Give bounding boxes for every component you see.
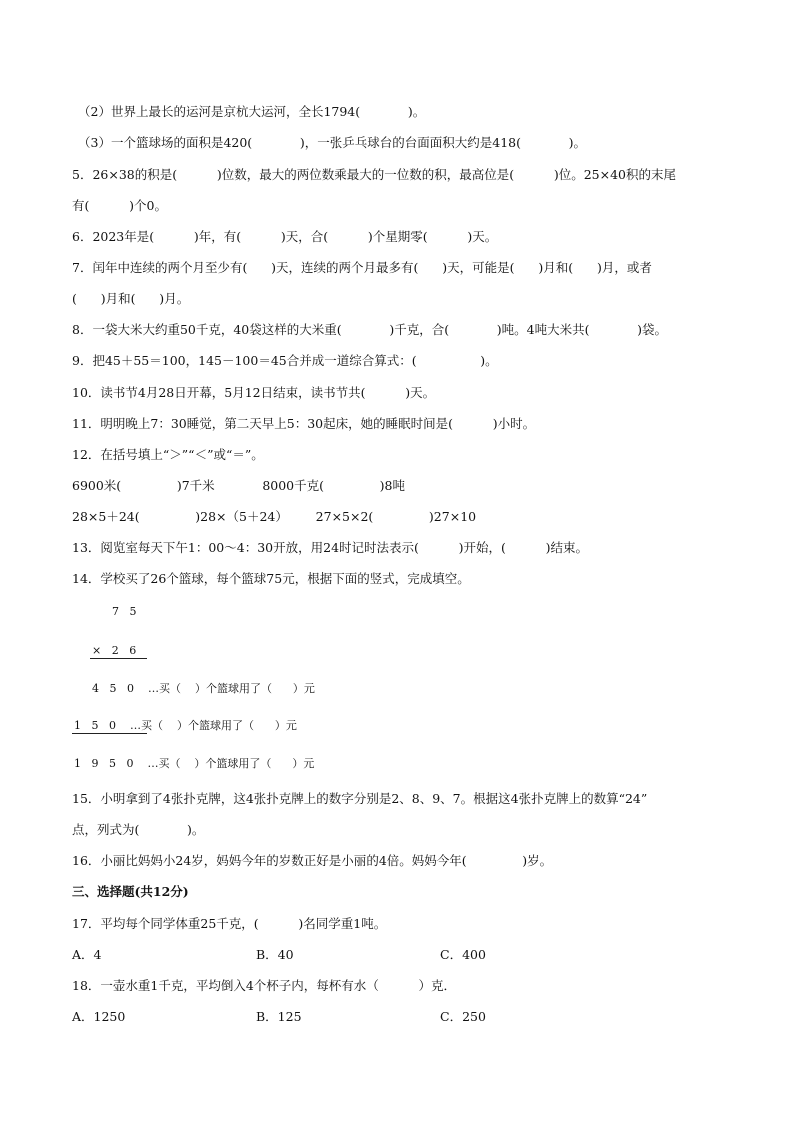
- question-16: 16．小丽比妈妈小24岁，妈妈今年的岁数正好是小丽的4倍。妈妈今年( )岁。: [72, 853, 553, 868]
- question-18-option-b: B．125: [256, 1009, 302, 1024]
- question-12-row-1: 6900米( )7千米 8000千克( )8吨: [72, 478, 405, 493]
- question-5-line-2: 有( )个0。: [72, 198, 167, 213]
- calc-multiplicand: 7 5: [112, 605, 137, 618]
- calc-partial-1: 4 5 0 …买（ ）个篮球用了（ ）元: [92, 682, 315, 695]
- section-3-heading: 三、选择题(共12分): [72, 884, 189, 899]
- question-10: 10．读书节4月28日开幕，5月12日结束，读书节共( )天。: [72, 385, 436, 400]
- question-18-option-c: C．250: [440, 1009, 486, 1024]
- question-7-line-2: ( )月和( )月。: [72, 291, 190, 306]
- calc-partial-2: 1 5 0 …买（ ）个篮球用了（ ）元: [74, 719, 297, 732]
- question-17: 17．平均每个同学体重25千克，( )名同学重1吨。: [72, 916, 387, 931]
- question-4-3: （3）一个篮球场的面积是420( )，一张乒乓球台的台面面积大约是418( )。: [78, 135, 587, 150]
- question-6: 6．2023年是( )年，有( )天，合( )个星期零( )天。: [72, 229, 498, 244]
- question-15-line-2: 点，列式为( )。: [72, 822, 205, 837]
- question-17-option-b: B．40: [256, 947, 294, 962]
- question-11: 11．明明晚上7：30睡觉，第二天早上5：30起床，她的睡眠时间是( )小时。: [72, 416, 536, 431]
- calc-rule-2: [72, 733, 147, 734]
- question-18-option-a: A．1250: [72, 1009, 126, 1024]
- question-17-option-a: A．4: [72, 947, 102, 962]
- question-8: 8．一袋大米大约重50千克，40袋这样的大米重( )千克，合( )吨。4吨大米共( )袋。: [72, 322, 668, 337]
- question-14: 14．学校买了26个篮球，每个篮球75元，根据下面的竖式，完成填空。: [72, 571, 470, 586]
- question-13: 13．阅览室每天下午1：00～4：30开放，用24时记时法表示( )开始，( )结束。: [72, 540, 589, 555]
- question-15-line-1: 15．小明拿到了4张扑克牌，这4张扑克牌上的数字分别是2、8、9、7。根据这4张扑克牌上的数算“24”: [72, 791, 648, 806]
- question-17-option-c: C．400: [440, 947, 486, 962]
- calc-rule-1: [90, 658, 147, 659]
- question-12-row-2: 28×5＋24( )28×（5＋24） 27×5×2( )27×10: [72, 509, 477, 524]
- question-12: 12．在括号填上“＞”“＜”或“＝”。: [72, 447, 264, 462]
- question-9: 9．把45＋55＝100，145－100＝45合并成一道综合算式：( )。: [72, 353, 498, 368]
- calc-product: 1 9 5 0 …买（ ）个篮球用了（ ）元: [74, 757, 315, 770]
- question-5-line-1: 5．26×38的积是( )位数，最大的两位数乘最大的一位数的积，最高位是( )位。25×40积的末尾: [72, 167, 676, 182]
- question-4-2: （2）世界上最长的运河是京杭大运河，全长1794( )。: [78, 104, 426, 119]
- question-7-line-1: 7．闰年中连续的两个月至少有( )天，连续的两个月最多有( )天，可能是( )月和( )月，或者: [72, 260, 652, 275]
- question-18: 18．一壶水重1千克，平均倒入4个杯子内，每杯有水（ ）克．: [72, 978, 457, 993]
- calc-multiplier: × 2 6: [92, 644, 137, 657]
